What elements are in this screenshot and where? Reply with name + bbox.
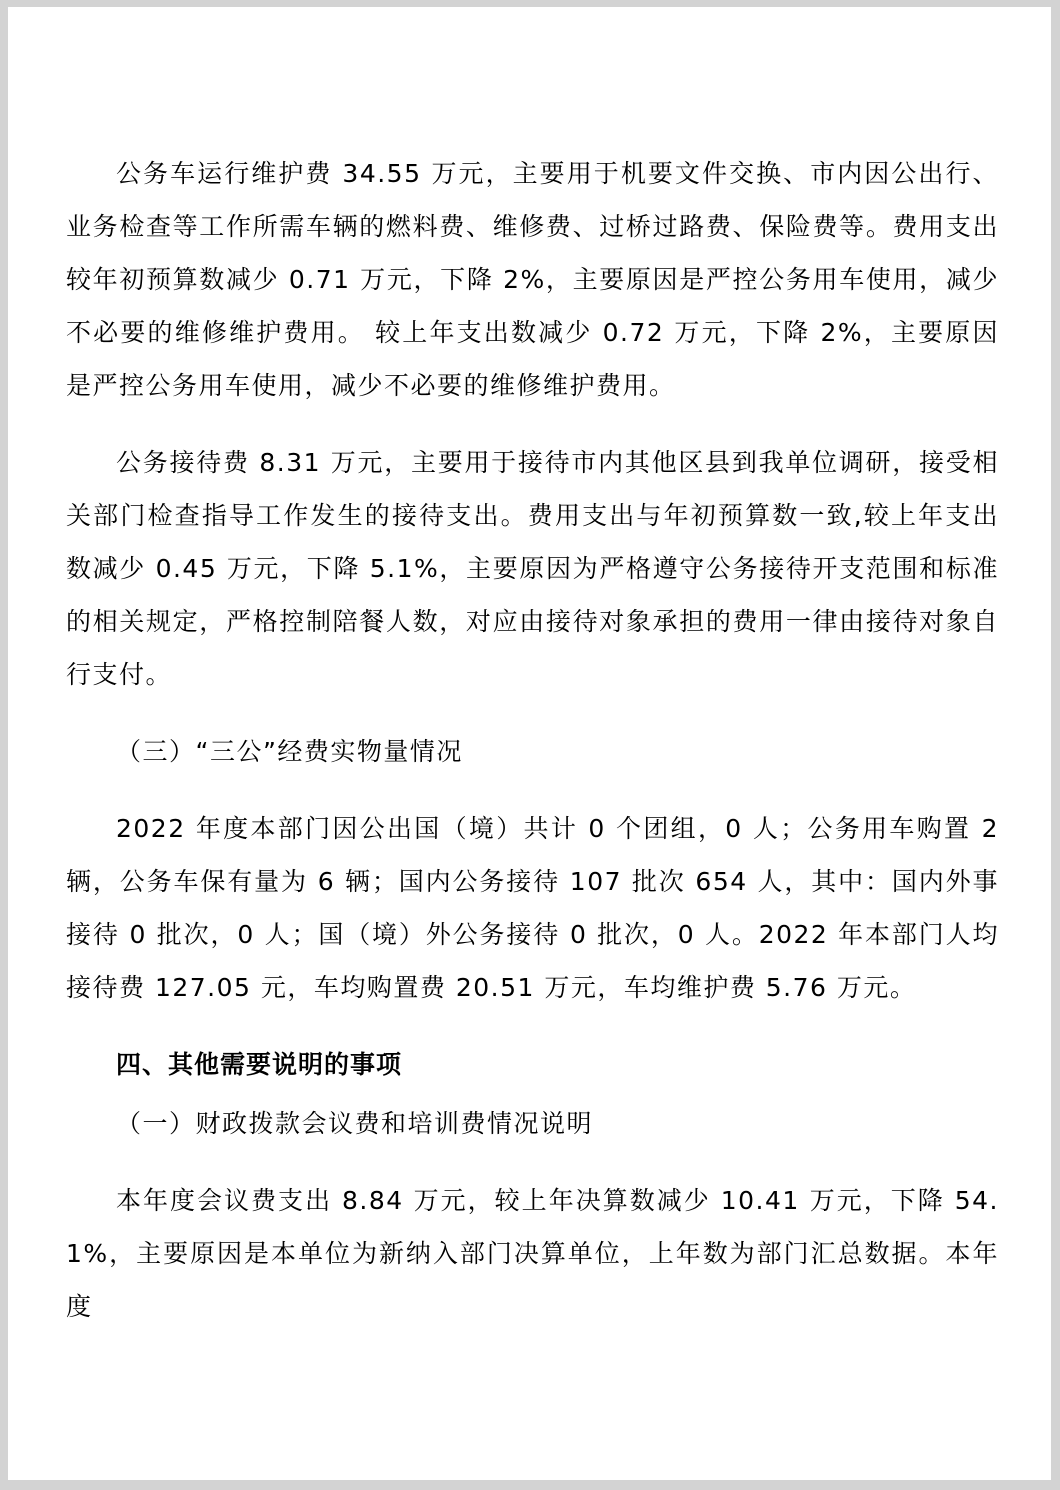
paragraph-reception-expense: 公务接待费 8.31 万元，主要用于接待市内其他区县到我单位调研，接受相关部门检查指导工作发生的接待支出。费用支出与年初预算数一致,较上年支出数减少 0.45 万元，下降 5.1%，主要原因为严格遵守公务接待开支范围和标准的相关规定，严格控制陪餐人数，对应由接待对象承担的费用一律由接待对象自行支付。 [66, 448, 999, 689]
paragraph-physical-quantity: 2022 年度本部门因公出国（境）共计 0 个团组，0 人；公务用车购置 2 辆，公务车保有量为 6 辆；国内公务接待 107 批次 654 人，其中：国内外事接待 0 批次，0 人；国（境）外公务接待 0 批次，0 人。2022 年本部门人均接待费 127.05 元，车均购置费 20.51 万元，车均维护费 5.76 万元。 [66, 814, 999, 1002]
subheading-meeting-training: （一）财政拨款会议费和培训费情况说明 [116, 1109, 594, 1138]
paragraph-meeting-expense: 本年度会议费支出 8.84 万元，较上年决算数减少 10.41 万元，下降 54.1%，主要原因是本单位为新纳入部门决算单位，上年数为部门汇总数据。本年度 [66, 1186, 999, 1321]
section-heading-other-matters: 四、其他需要说明的事项 [116, 1050, 403, 1079]
subheading-physical-quantity: （三）“三公”经费实物量情况 [116, 737, 463, 766]
document-page [8, 7, 1051, 1480]
paragraph-vehicle-maintenance: 公务车运行维护费 34.55 万元，主要用于机要文件交换、市内因公出行、业务检查等工作所需车辆的燃料费、维修费、过桥过路费、保险费等。费用支出较年初预算数减少 0.71 万元，下降 2%，主要原因是严控公务用车使用，减少不必要的维修维护费用。 较上年支出数减少 0.72 万元，下降 2%，主要原因是严控公务用车使用，减少不必要的维修维护费用。 [66, 159, 999, 400]
document-body [66, 147, 999, 1333]
